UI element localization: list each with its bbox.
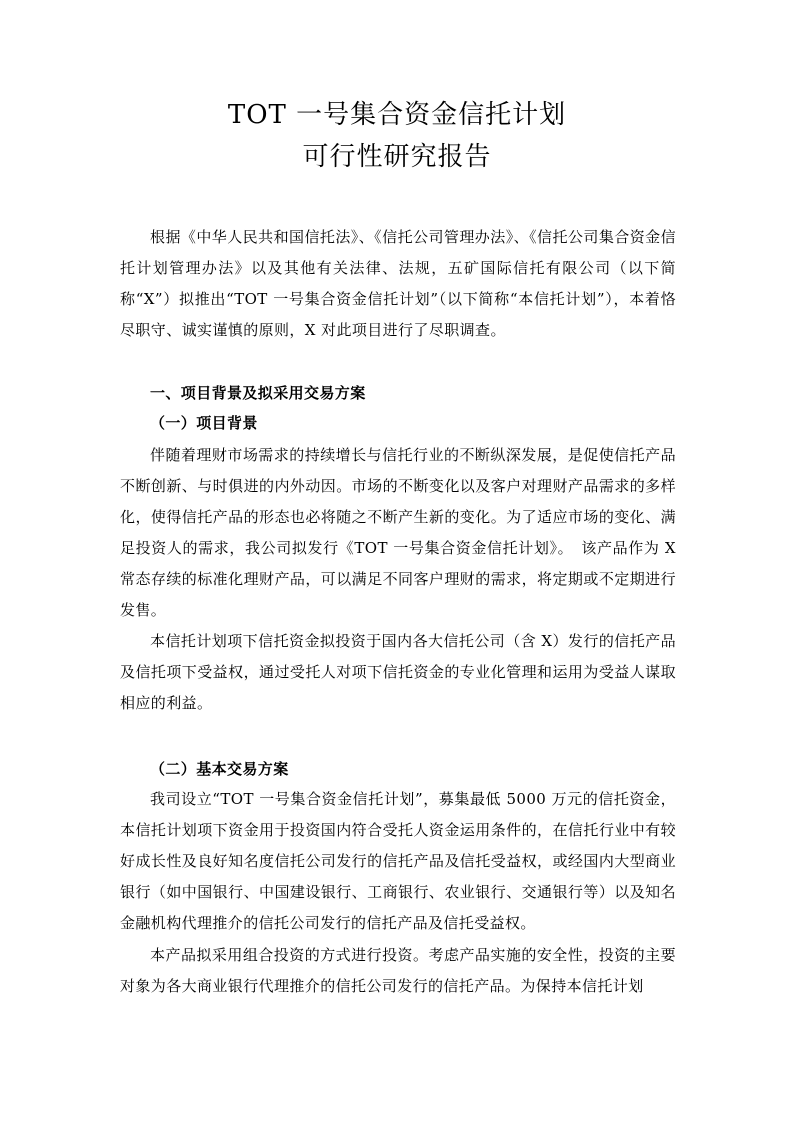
background-paragraph-1: 伴随着理财市场需求的持续增长与信托行业的不断纵深发展，是促使信托产品不断创新、与时俱进的内外动因。市场的不断变化以及客户对理财产品需求的多样化，使得信托产品的形态也必将随之不断产生新的变化。为了适应市场的变化、满足投资人的需求，我公司拟发行《TOT 一号集合资金信托计划》。 该产品作为 X 常态存续的标准化理财产品，可以满足不同客户理财的需求，将定期或不定期进行发售。 — [120, 446, 676, 619]
intro-paragraph: 根据《中华人民共和国信托法》、《信托公司管理办法》、《信托公司集合资金信托计划管理办法》以及其他有关法律、法规，五矿国际信托有限公司（以下简称“X”）拟推出“TOT 一号集合资金信托计划”（以下简称“本信托计划”），本着恪尽职守、诚实谨慎的原则，X 对此项目进行了尽职调查。 — [120, 228, 676, 339]
subsection1-heading: （一）项目背景 — [150, 414, 258, 432]
plan-paragraph-1: 我司设立“TOT 一号集合资金信托计划”，募集最低 5000 万元的信托资金，本信托计划项下资金用于投资国内符合受托人资金运用条件的，在信托行业中有较好成长性及良好知名度信托公司发行的信托产品及信托受益权，或经国内大型商业银行（如中国银行、中国建设银行、工商银行、农业银行、交通银行等）以及知名金融机构代理推介的信托公司发行的信托产品及信托受益权。 — [120, 790, 676, 932]
subsection2-heading: （二）基本交易方案 — [150, 760, 289, 778]
document-title-line2: 可行性研究报告 — [302, 142, 492, 172]
section1-heading: 一、项目背景及拟采用交易方案 — [150, 384, 366, 402]
document-title-line1: TOT 一号集合资金信托计划 — [227, 100, 567, 130]
plan-paragraph-2: 本产品拟采用组合投资的方式进行投资。考虑产品实施的安全性，投资的主要对象为各大商业银行代理推介的信托公司发行的信托产品。为保持本信托计划 — [120, 946, 676, 995]
background-paragraph-2: 本信托计划项下信托资金拟投资于国内各大信托公司（含 X）发行的信托产品及信托项下受益权，通过受托人对项下信托资金的专业化管理和运用为受益人谋取相应的利益。 — [120, 632, 676, 712]
